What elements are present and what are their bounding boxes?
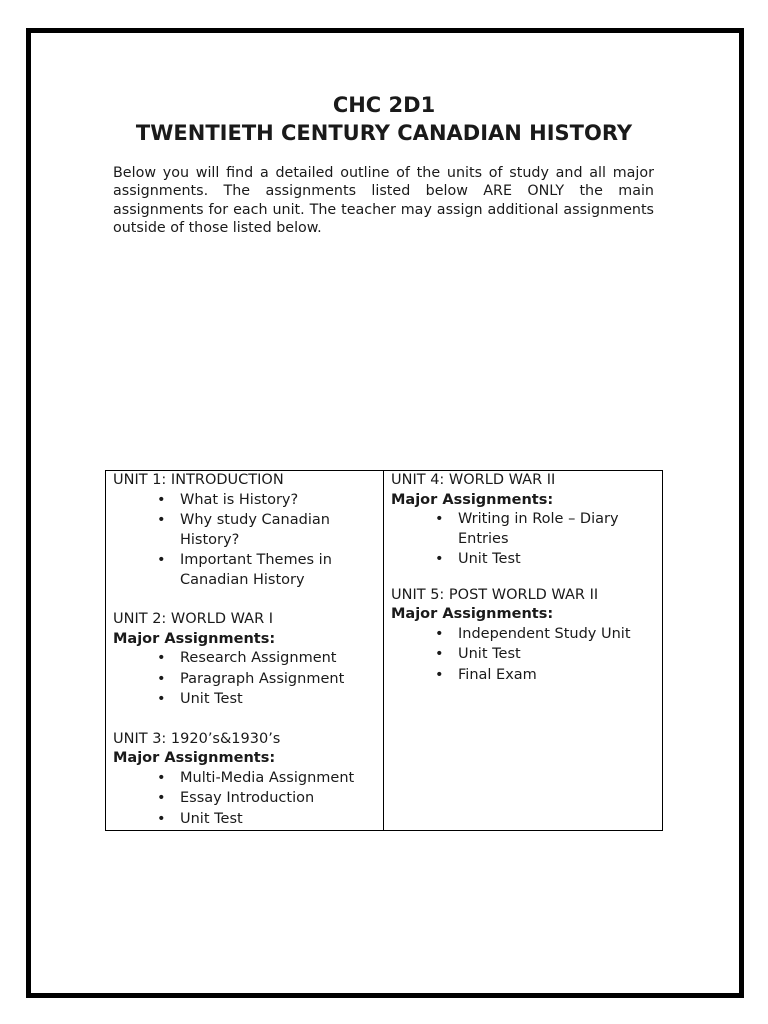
unit-5-heading: UNIT 5: POST WORLD WAR II xyxy=(391,586,599,603)
list-item: • Final Exam xyxy=(435,666,656,686)
list-item: • Important Themes in Canadian History xyxy=(157,551,377,590)
list-item: • Essay Introduction xyxy=(157,789,377,809)
unit-2-assignments-label: Major Assignments: xyxy=(113,630,276,647)
unit-3-heading: UNIT 3: 1920’s&1930’s xyxy=(113,730,281,747)
unit-5-list xyxy=(391,625,656,686)
list-item: • Unit Test xyxy=(157,690,377,710)
list-item: • Writing in Role – Diary Entries xyxy=(435,510,656,549)
intro-paragraph: Below you will find a detailed outline of the units of study and all major assignments. The assignments listed below ARE ONLY the main assignments for each unit. The teacher may assign additional assignments outside of those listed below. xyxy=(113,165,654,236)
list-item: • What is History? xyxy=(157,491,377,511)
list-item: • Research Assignment xyxy=(157,649,377,669)
unit-5-assignments-label: Major Assignments: xyxy=(391,606,554,622)
list-item: • Why study Canadian History? xyxy=(157,511,377,550)
unit-2-heading: UNIT 2: WORLD WAR I xyxy=(113,611,274,627)
list-item: • Unit Test xyxy=(435,645,656,665)
unit-4-assignments-label: Major Assignments: xyxy=(391,491,554,508)
list-item: • Multi-Media Assignment xyxy=(157,769,377,789)
list-item: • Independent Study Unit xyxy=(435,625,656,645)
units-column-right xyxy=(384,471,663,831)
units-table-row xyxy=(106,471,663,831)
unit-4-heading: UNIT 4: WORLD WAR II xyxy=(391,472,556,488)
list-item: • Unit Test xyxy=(157,810,377,830)
list-item: • Paragraph Assignment xyxy=(157,670,377,690)
units-column-left xyxy=(106,471,384,831)
unit-3-list xyxy=(113,769,377,830)
unit-3-assignments-label: Major Assignments: xyxy=(113,750,276,766)
unit-4-list xyxy=(391,510,656,570)
list-item: • Unit Test xyxy=(435,550,656,570)
unit-1-list xyxy=(113,491,377,591)
unit-1-heading: UNIT 1: INTRODUCTION xyxy=(113,472,284,488)
unit-2-list xyxy=(113,649,377,710)
units-table xyxy=(105,470,663,831)
course-title: TWENTIETH CENTURY CANADIAN HISTORY xyxy=(135,121,633,145)
course-code: CHC 2D1 xyxy=(332,93,436,117)
